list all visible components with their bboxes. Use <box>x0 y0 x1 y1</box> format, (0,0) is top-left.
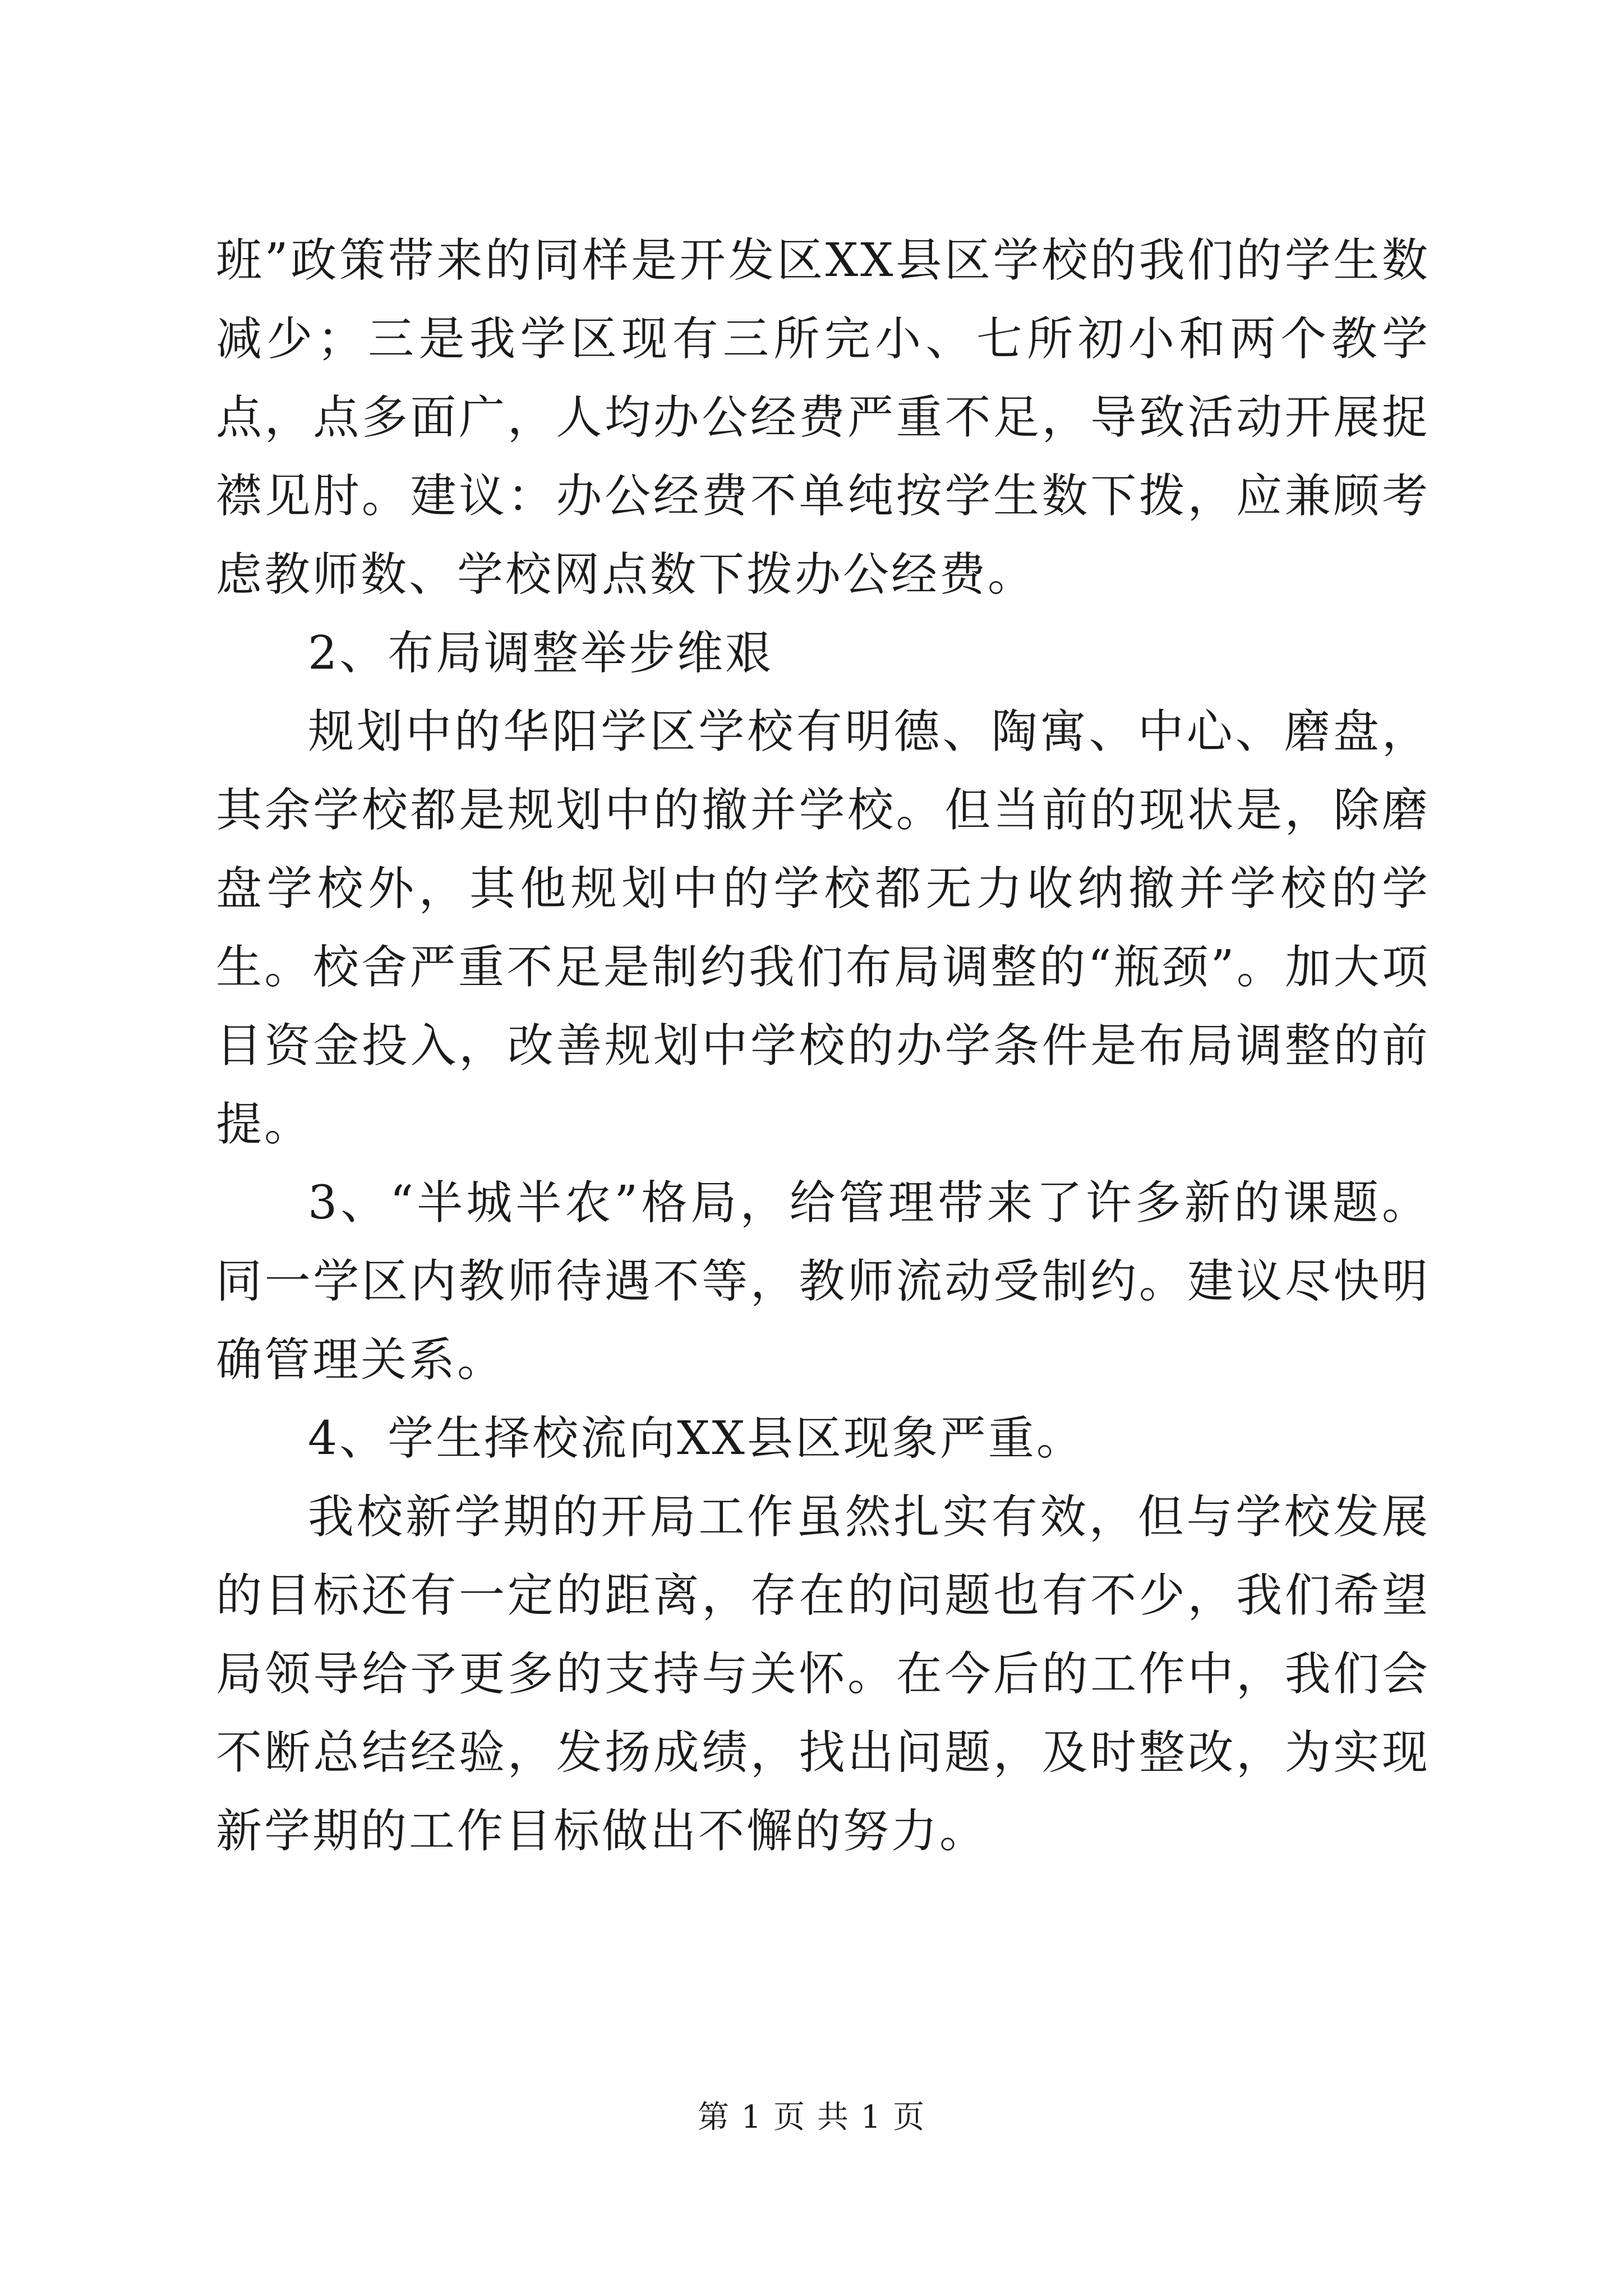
paragraph-half-city-half-rural: 3、“半城半农”格局，给管理带来了许多新的课题。同一学区内教师待遇不等，教师流动受制约。建议尽快明确管理关系。 <box>216 1176 1430 1387</box>
heading-layout-adjustment: 2、布局调整举步维艰 <box>308 627 774 680</box>
document-body <box>216 222 1430 1871</box>
paragraph-continuation: 班”政策带来的同样是开发区XX县区学校的我们的学生数减少；三是我学区现有三所完小、七所初小和两个教学点，点多面广，人均办公经费严重不足，导致活动开展捉襟见肘。建议：办公经费不单纯按学生数下拨，应兼顾考虑教师数、学校网点数下拨办公经费。 <box>216 234 1430 601</box>
page-footer: 第 1 页 共 1 页 <box>697 2099 926 2136</box>
heading-school-choice: 4、学生择校流向XX县区现象严重。 <box>308 1412 1085 1465</box>
paragraph-conclusion: 我校新学期的开局工作虽然扎实有效，但与学校发展的目标还有一定的距离，存在的问题也有不少，我们希望局领导给予更多的支持与关怀。在今后的工作中，我们会不断总结经验，发扬成绩，找出问题，及时整改，为实现新学期的工作目标做出不懈的努力。 <box>216 1490 1430 1858</box>
paragraph-layout-adjustment: 规划中的华阳学区学校有明德、陶寓、中心、磨盘，其余学校都是规划中的撤并学校。但当前的现状是，除磨盘学校外，其他规划中的学校都无力收纳撤并学校的学生。校舍严重不足是制约我们布局调整的“瓶颈”。加大项目资金投入，改善规划中学校的办学条件是布局调整的前提。 <box>216 705 1430 1151</box>
